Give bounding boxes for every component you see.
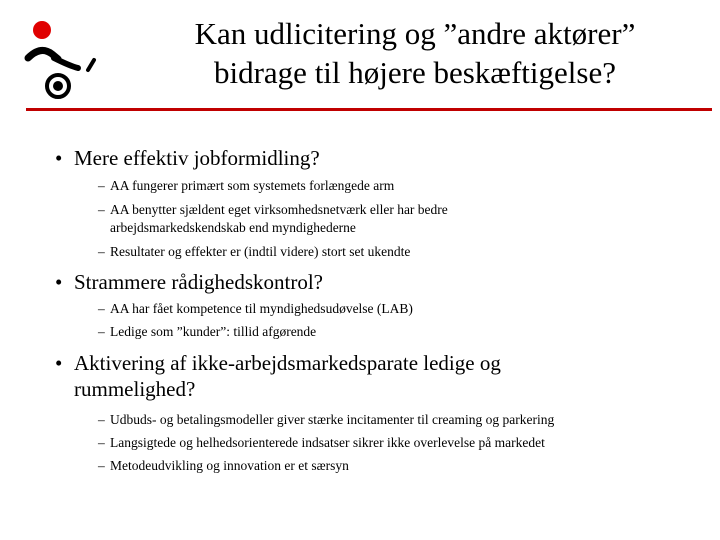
title-divider	[26, 108, 712, 111]
slide-title	[120, 14, 710, 92]
logo-head-dot	[33, 21, 51, 39]
person-target-logo-icon	[22, 18, 104, 100]
title-line-1: Kan udlicitering og ”andre aktører”	[194, 16, 636, 51]
logo-leg-stroke	[54, 58, 78, 68]
logo-arm-stroke	[88, 60, 94, 70]
logo-target-center	[53, 81, 63, 91]
bullet-heading: Aktivering af ikke-arbejdsmarkedsparate ledige og	[74, 351, 501, 375]
title-line-2: bidrage til højere beskæftigelse?	[213, 55, 616, 90]
bullet-heading: Strammere rådighedskontrol?	[74, 270, 324, 294]
bullet-heading: Mere effektiv jobformidling?	[74, 146, 320, 170]
